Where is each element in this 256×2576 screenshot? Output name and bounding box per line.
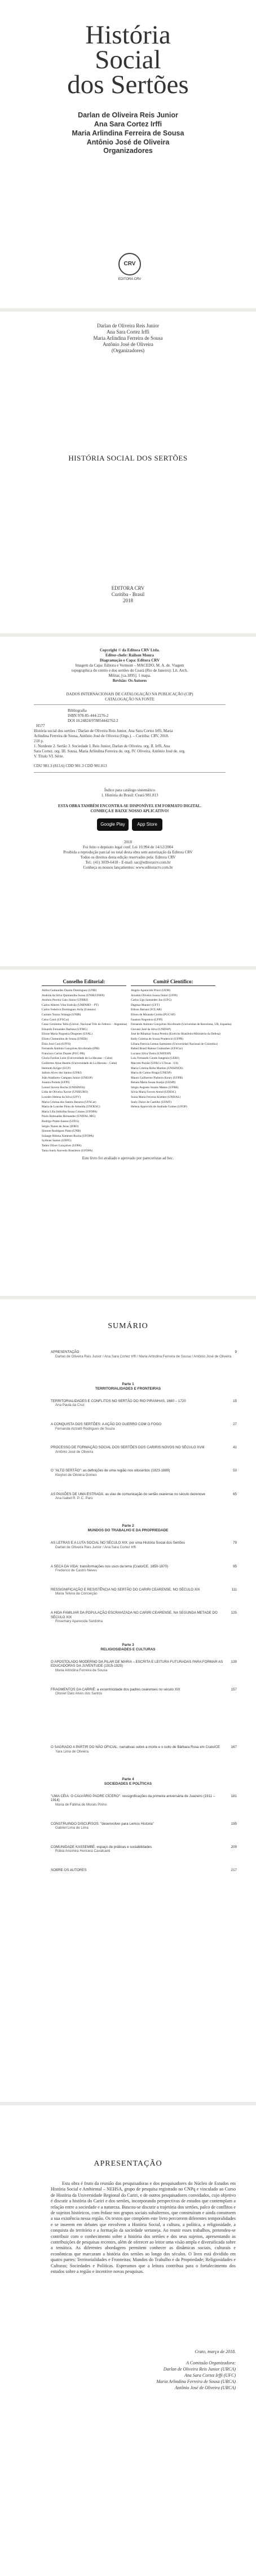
council-member: Francisco Carlos Duarte (PUC-PR) bbox=[42, 1052, 85, 1055]
council-member: Angelo Aparecido Priori (UEM) bbox=[131, 989, 170, 992]
digital-notice: ESTA OBRA TAMBÉM ENCONTRA-SE DISPONÍVEL EM FORMATO DIGITAL. bbox=[58, 804, 201, 808]
copyright-line: Editor-chefe: Railson Moura bbox=[105, 653, 155, 658]
toc-entry[interactable] bbox=[51, 1588, 237, 1596]
council-member: Mauro Guilherme Pinheiro Koury (UFPB) bbox=[131, 1076, 183, 1080]
toc-entry-title: A SECA DA VIDA: transformações nos usos da terra (Crato/CE, 1850-1870) bbox=[51, 1564, 169, 1569]
council-member: Cesar Gerónimo Tello (Univer. Nacional Três de Febrero – Argentina) bbox=[42, 1023, 127, 1027]
toc-part-title: RELIGIOSIDADES E CULTURAS bbox=[100, 1647, 156, 1651]
toc-entry-author: Yara Lima de Oliveira bbox=[55, 1749, 89, 1754]
toc-entry[interactable] bbox=[51, 1422, 237, 1431]
toc-entry-author: Rosemary Aparecida Sardinha bbox=[55, 1619, 103, 1624]
council-member: Rafael Brasil Ramos Guimarães (UFSCar) bbox=[131, 1047, 183, 1051]
copyright-line: topographica do centro e dos sertões do Ceará (Rio de Janeiro): Lit. Arch. bbox=[71, 668, 188, 673]
toc-entry-page: 53 bbox=[233, 1469, 237, 1473]
cip-line: DOI 10.24824/978854442762.2 bbox=[68, 719, 118, 723]
council-member: Carmen Tereza Velanga (UNIR) bbox=[42, 1013, 81, 1017]
council-member: Elizeu de Miranda Corrêa (PUC/SP) bbox=[131, 1013, 175, 1017]
cover-author: Maria Arlindina Ferreira de Sousa bbox=[72, 129, 184, 137]
toc-entry-page: 79 bbox=[233, 1541, 237, 1545]
crv-logo-text: CRV bbox=[123, 261, 136, 267]
cover-title-line-1: História bbox=[85, 20, 171, 50]
toc-part-label: Parte 2 bbox=[122, 1524, 134, 1528]
signer: Maria Arlindina Ferreira de Sousa (URCA) bbox=[156, 2379, 236, 2384]
council-member: Carlos Alberto Vilar Estêvão (UMINHO – PT) bbox=[42, 1003, 99, 1007]
toc-entry-title: AS PAIXÕES DE UMA ESTRADA: as vias de comunicação do sertão cearense no século dezenove bbox=[51, 1492, 205, 1496]
toc-entry[interactable] bbox=[51, 1399, 237, 1408]
toc-entry[interactable] bbox=[51, 1565, 237, 1573]
council-member: Élsio José Corá (UFFS) bbox=[42, 1042, 71, 1046]
cover-title-line-2: Social bbox=[95, 45, 161, 75]
toc-entry[interactable] bbox=[51, 1688, 237, 1696]
toc-entry-title: AS LETRAS E A LUTA SOCIAL NO SÉCULO XIX: por uma História Social dos Sertões bbox=[51, 1541, 185, 1545]
signer: Antônio José de Oliveira (URCA) bbox=[175, 2385, 236, 2390]
toc-entry[interactable] bbox=[51, 1660, 237, 1673]
toc-entry-page: 41 bbox=[233, 1445, 237, 1450]
council-member: Luciano Silva Vieira (UNIFESP) bbox=[131, 1052, 171, 1055]
council-member: Maria Cristina Bohn Martins (UNISINOS) bbox=[131, 1066, 183, 1070]
scientific-committee-title: Comitê Científico: bbox=[131, 979, 215, 986]
council-member: Rodrigo Pratte-Santos (UFES) bbox=[42, 1120, 79, 1124]
council-member: Tadeu Oliver Gonçalves (UFPA) bbox=[42, 1144, 82, 1147]
copyright-line: Diagramação e Capa: Editora CRV bbox=[99, 658, 160, 663]
toc-entry-title: A CONQUISTA DOS SERTÕES: A AÇÃO DO GUERRO COM O FOGO bbox=[51, 1422, 162, 1426]
toc-entry-title: O APOSTOLADO MODERNO DA PILAR DE MARIA – ESCRITA E LEITURA FUTURADAS PARA FORMAR AS EDUCADORAS DA JUVENTUDE (1915-1925) bbox=[51, 1659, 223, 1668]
toc-entry-title: O "ALTO SERTÃO": as definições de uma região nos oitocentos (1823-1889) bbox=[51, 1469, 170, 1473]
toc-entry-author: Darlan de Oliveira Reis Junior / Ana Sara Cortez Irffi / Maria Arlindina Ferreira de Sousa / Antônio José de Oliveira bbox=[55, 1354, 232, 1359]
peer-review-note: Este livro foi avaliado e aprovado por pareceristas ad hoc. bbox=[82, 1156, 174, 1160]
editorial-council-title: Conselho Editorial: bbox=[42, 979, 126, 986]
publication-year: 2018 bbox=[124, 840, 132, 844]
council-member: Tania Suely Azevedo Brasileiro (UFOPA) bbox=[42, 1149, 93, 1153]
council-member: Silvia Maria Favero Arend (UDESC) bbox=[131, 1090, 176, 1094]
presentation-page bbox=[0, 2105, 256, 2576]
cover-author: Darlan de Oliveira Reis Junior bbox=[78, 111, 178, 119]
toc-entry[interactable] bbox=[51, 1868, 237, 1873]
index-header: Índice para catálogo sistemático bbox=[104, 788, 155, 792]
cover-page bbox=[0, 0, 256, 308]
cip-line: CDU 981.3 (813.6) CDD 981.3 CDD 981.813 bbox=[34, 764, 107, 768]
half-title-author: Darlan de Oliveira Reis Junior bbox=[97, 323, 159, 328]
scientific-committee-list bbox=[131, 988, 232, 1110]
law-line: Conheça os nossos lançamentos: www.editoracrv.com.br bbox=[83, 865, 173, 870]
council-member: Leonel Severo Rocha (UNISINOS) bbox=[42, 1085, 85, 1089]
toc-entry[interactable] bbox=[51, 1611, 237, 1624]
law-line: Todos os direitos desta edição reservados pela: Editora CRV bbox=[80, 855, 176, 860]
council-member: Suely Dulce de Castilho (UFMT) bbox=[131, 1100, 172, 1104]
council-member: Maria do Carmo Braga (UNESP) bbox=[131, 1071, 171, 1075]
toc-entry[interactable] bbox=[51, 1469, 237, 1477]
council-member: Renata Maria Sousa Araújo (UESPI) bbox=[131, 1081, 176, 1085]
half-title-book-title: HISTÓRIA SOCIAL DOS SERTÕES bbox=[68, 454, 188, 462]
toc-entry-title: TERRITORIALIDADES E CONFLITOS NO SERTÃO DO RIO PIRANHAS, 1680 – 1720 bbox=[51, 1399, 186, 1403]
cover-authors bbox=[0, 111, 256, 155]
toc-entry-author: Rúbia Ansimira Honcera Cavalcanti bbox=[55, 1849, 111, 1854]
cover-organizers-label: Organizadores bbox=[103, 147, 153, 155]
council-member: João Adalberto Campato Junior (UNESP) bbox=[42, 1076, 93, 1080]
app-store-badge[interactable]: App Store bbox=[132, 818, 162, 831]
editorial-council-list bbox=[42, 988, 126, 1153]
toc-entry-author: Ana Isabel R. P. C. Parú bbox=[55, 1496, 93, 1501]
half-title-organizers: (Organizadores) bbox=[111, 348, 145, 353]
presentation-heading: APRESENTAÇÃO bbox=[94, 2159, 162, 2168]
toc-entry-page: 157 bbox=[231, 1687, 237, 1692]
toc-entry-page: 195 bbox=[231, 1821, 237, 1826]
editorial-council bbox=[42, 979, 126, 1153]
imprint-line: Curitiba - Brasil bbox=[111, 592, 145, 597]
council-member: Giovani José da Silva (UNIFAP) bbox=[131, 1027, 171, 1031]
council-member: Gloria Fariñas León (Universidade de La Havana – Cuba) bbox=[42, 1057, 113, 1061]
toc-entry[interactable] bbox=[51, 1445, 237, 1454]
half-title-author: Maria Arlindina Ferreira de Sousa bbox=[93, 335, 163, 341]
council-member: Dagmar Manieri (UFT) bbox=[131, 1003, 160, 1007]
toc-entry-author: Darlan de Oliveira Reis Junior / Ana Sara Cortez Irffi bbox=[55, 1545, 136, 1549]
copyright-line: Imagem da Capa: Editora e Vermont – MACEDO, M. A. de. Viagem bbox=[75, 663, 184, 668]
toc-entry-page: 95 bbox=[233, 1564, 237, 1569]
toc-entry-title: A HIDA FAMILIAR DA POPULAÇÃO ESCRAVIZADA NO CARIRI CEARENSE, NA SEGUNDA METADE DO SÉCULO XIX bbox=[51, 1611, 218, 1619]
toc-entry[interactable] bbox=[51, 1745, 237, 1754]
toc-entry-author: Maria Arlindina Ferreira de Sousa bbox=[55, 1668, 108, 1672]
council-member: Elizeu Clementino de Souza (UNEB) bbox=[42, 1037, 87, 1041]
cip-line: História social dos sertões / Darlan de Oliveira Reis Junior, Ana Sara Cortez Irffi, Maria bbox=[34, 729, 173, 733]
half-title-page bbox=[0, 312, 256, 633]
copyright-line: Copyright © da Editora CRV Ltda. bbox=[100, 648, 160, 652]
council-member: Fernando Antônio Gonçalves Alcoforado (IPB) bbox=[42, 1047, 100, 1051]
council-member: Josania Portela (UFPI) bbox=[42, 1081, 70, 1085]
toc-part-label: Parte 3 bbox=[122, 1642, 134, 1647]
council-member: Elione Maria Nogueira Diogenes (UFAL) bbox=[42, 1032, 93, 1036]
council-member: Guillermo Arias Beatón (Universidade de La Havana – Cuba) bbox=[42, 1061, 117, 1065]
toc-entry-author: Otoniel Dalo Alves dos Santos bbox=[55, 1692, 103, 1696]
toc-entry-title: RESSIGNIFICAÇÃO E RESISTÊNCIA NO SERTÃO DO CARIRI CEARENSE, NO SÉCULO XIX bbox=[51, 1587, 200, 1592]
toc-entry-page: 181 bbox=[231, 1794, 237, 1798]
council-member: Lourdes Helena da Silva (UFV) bbox=[42, 1096, 81, 1099]
council-member: Luiz Fernando Conde Sangenis (UERJ) bbox=[131, 1057, 179, 1061]
toc-entry-page: 65 bbox=[233, 1492, 237, 1496]
toc-entry[interactable] bbox=[51, 1541, 237, 1549]
council-member: Jailson Alves dos Santos (UFRJ) bbox=[42, 1071, 82, 1075]
toc-part bbox=[0, 1643, 256, 1652]
toc-entry-title: COMUNIDADE KASSEMBÉ: espaço de práticas e sociabilidades bbox=[51, 1845, 152, 1849]
toc-entry-author: Kleyton de Oliveira Gomes bbox=[55, 1473, 97, 1477]
toc-entry-page: 139 bbox=[231, 1659, 237, 1664]
toc-entry-author: Ana Paula da Cruz bbox=[55, 1403, 85, 1408]
cip-line: Arlindina Ferreira de Sousa, Antônio José de Oliveira (Orgs.). – Curitiba: CRV, 2018. bbox=[34, 734, 169, 738]
cover-author: Ana Sara Cortez Irffi bbox=[94, 120, 162, 128]
toc-entry[interactable] bbox=[51, 1794, 237, 1807]
toc-entry-author: Maria de Fátima de Morais Pinho bbox=[55, 1802, 107, 1807]
law-line: Proibida a reprodução parcial ou total desta obra sem autorização da Editora CRV bbox=[63, 850, 193, 855]
toc-part bbox=[0, 1382, 256, 1391]
council-member: José de Ribamar Sousa Pereira (Exército Brasileiro/Ministério da Defesa) bbox=[131, 1032, 220, 1036]
cip-block bbox=[34, 704, 226, 773]
council-member: Celso Conti (UFSCar) bbox=[42, 1018, 69, 1022]
signoff-title: A Comissão Organizadora: bbox=[186, 2360, 236, 2365]
council-member: Liliana Patricia Lemus Sarmiento (Universidad Nacional de Colombia) bbox=[131, 1042, 218, 1046]
council-member: Fauston Negreiros (UFPI) bbox=[131, 1018, 163, 1022]
cip-line: V. Título VI. Série. bbox=[34, 754, 64, 759]
presentation-paragraph: Esta obra é fruto da reunião das pesquisadoras e dos pesquisadores do Núcleo de Estudos em História Social e Ambiental – NEHSA, grupo de pesquisa registrado no CNPq e vinculado ao Curso de História da Universidade Regional do Cariri, e de outros pesquisadores convidados, cujo objetivo é discutir a história do Cariri e dos sertões, incorporando perspectivas de estudos que contemplam a relação entre a sociedade e a natureza. Buscou-se discutir a trajetória dos sertões, palco de conflitos e de sujeitos históricos, com ênfase nos grupos sociais subalternos, que construíram e ainda constroem a sua existência nessa região. Os textos que compõem este livro percorrem diferentes temporalidades e se inserem em debates que envolvem a História Social, a cultura, a política, a religiosidade, a conquista do território e a formação da sociedade sertaneja. Ao reunir esses trabalhos, pretendeu-se contribuir com o conhecimento sobre a história dos sertões e dos seus sujeitos, apresentando as contribuições de pesquisas recentes, além de oferecer ao leitor uma visão ampla e diversificada sobre a temática. As diferentes abordagens permitem conhecer as dinâmicas sociais, culturais e econômicas que marcaram a história dos sertões ao longo dos séculos. O livro está dividido em quatro partes: Territorialidades e Fronteiras; Mundos do Trabalho e da Propriedade; Religiosidades e Culturas; Sociedades e Políticas. Esperamos que a leitura contribua para o fortalecimento dos estudos sobre a região e incentive novas pesquisas. bbox=[51, 2181, 236, 2275]
council-member: Maria Cristina dos Santos Bezerra (UFSCar) bbox=[42, 1100, 96, 1104]
toc-part-title: TERRITORIALIDADES E FRONTEIRAS bbox=[95, 1386, 161, 1391]
summary-heading: SUMÁRIO bbox=[108, 1322, 148, 1330]
catalog-subheader: CATALOGAÇÃO NA FONTE bbox=[105, 697, 155, 702]
law-line: Foi feito o depósito legal conf. Lei 10.994 de 14/12/2004 bbox=[82, 845, 173, 849]
index-line: 1. História do Brasil: Ceará 981.813 bbox=[101, 793, 158, 798]
council-member: Andréia da Silva Quintanilha Sousa (UNIR/UFRN) bbox=[42, 993, 105, 997]
signer: Ana Sara Cortez Irffi (UFC) bbox=[184, 2373, 236, 2378]
imprint-line: 2018 bbox=[123, 598, 133, 603]
council-member: Sonia Maria Ferreira Koehler (UNISAL) bbox=[131, 1096, 181, 1099]
council-member: Marcelo Paixão (UFRJ e UTexas - US) bbox=[131, 1061, 179, 1065]
app-notice: CONHEÇA E BAIXE NOSSO APLICATIVO! bbox=[90, 809, 169, 813]
toc-entry[interactable] bbox=[51, 1822, 237, 1830]
council-page bbox=[0, 970, 256, 1296]
half-title-author: Ana Sara Cortez Irffi bbox=[106, 329, 150, 335]
toc-entry-author: Maria Telvira da Conceição bbox=[55, 1592, 98, 1596]
council-member: Carlos Federico Domínguez Avila (Unieuro) bbox=[42, 1008, 96, 1012]
copyright-line: Revisão: Os Autores bbox=[112, 678, 147, 683]
toc-entry-page: 111 bbox=[231, 1587, 237, 1592]
toc-part bbox=[0, 1777, 256, 1786]
toc-entry-author: Antônio José de Oliveira bbox=[55, 1449, 94, 1454]
toc-entry-page: 9 bbox=[235, 1350, 237, 1354]
toc-entry-page: 217 bbox=[231, 1868, 237, 1872]
council-member: Simone Rodrigues Pinto (UNB) bbox=[42, 1129, 81, 1133]
copyright-page bbox=[0, 637, 256, 966]
scientific-committee bbox=[131, 979, 232, 1110]
toc-part bbox=[0, 1524, 256, 1533]
toc-entry-author: Gabriel Lima de Lima bbox=[55, 1826, 89, 1830]
council-member: Arnaldo Oliveira Souza Júnior (UFPI) bbox=[131, 993, 178, 997]
council-member: Sérgio Augusto Soares Mattos (UFRB) bbox=[131, 1085, 179, 1089]
toc-entry-title: SOBRE OS AUTORES bbox=[51, 1868, 87, 1872]
half-title-author: Antônio José de Oliveira bbox=[103, 341, 153, 347]
toc-entry-title: FRAGMENTOS DA CARRIÉ: a excentricidade dos padres cearenses no século XIX bbox=[51, 1687, 180, 1692]
toc-entry[interactable] bbox=[51, 1350, 237, 1359]
cip-line: H577 bbox=[36, 724, 45, 728]
cip-line: 1. Nordeste 2. Sertão 3. Sociedade I. Reis Junior, Darlan de Oliveira. org. II. Irffi, Ana bbox=[34, 744, 170, 748]
council-member: Lídia de Oliveira Xavier (UNIEURO) bbox=[42, 1090, 89, 1094]
crv-logo bbox=[118, 253, 141, 275]
council-member: Maria Lília Imbiriba Sousa Colares (UFOPA) bbox=[42, 1110, 98, 1114]
toc-entry-page: 125 bbox=[231, 1611, 237, 1615]
imprint-line: EDITORA CRV bbox=[111, 585, 145, 591]
council-member: Sérgio Nunes de Jesus (IFRO) bbox=[42, 1124, 79, 1128]
cover-title bbox=[0, 20, 256, 99]
cip-line: ISBN 978-85-444-2276-2 bbox=[68, 713, 109, 718]
signer: Darlan de Oliveira Reis Junior (URCA) bbox=[163, 2367, 236, 2372]
council-member: Aldira Guimarães Duarte Domínguez (UNB) bbox=[42, 989, 97, 992]
council-member: Solange Helena Ximenes-Rocha (UFOPA) bbox=[42, 1134, 94, 1138]
cover-title-line-3: dos Sertões bbox=[67, 70, 189, 99]
council-member: Edison Bariani (FCLAR) bbox=[131, 1008, 162, 1012]
toc-entry-page: 167 bbox=[231, 1745, 237, 1749]
toc-part-title: SOCIEDADES E POLÍTICAS bbox=[104, 1781, 152, 1786]
google-play-badge[interactable]: Google Play bbox=[97, 818, 129, 831]
law-line: Tel.: (41) 3039-6418 - E-mail: sac@editoracrv.com.br bbox=[85, 860, 171, 865]
toc-entry-author: Frederico de Castro Neves bbox=[55, 1569, 97, 1573]
toc-entry-author: Fernanda Aizzatti Rodrigues de Souza bbox=[55, 1426, 115, 1431]
toc-entry[interactable] bbox=[51, 1492, 237, 1501]
toc-entry[interactable] bbox=[51, 1845, 237, 1854]
toc-part-label: Parte 4 bbox=[122, 1777, 134, 1781]
council-member: Antônio Pereira Gaio Júnior (UFRRJ) bbox=[42, 998, 89, 1002]
cover-author: Antônio José de Oliveira bbox=[86, 138, 170, 146]
council-member: Maria de Lourdes Pinto de Almeida (UNOESC) bbox=[42, 1105, 100, 1109]
toc-part-title: MUNDOS DO TRABALHO E DA PROPRIEDADE bbox=[87, 1528, 169, 1533]
crv-logo-caption: EDITORA CRV bbox=[118, 278, 142, 281]
council-member: Sydione Santos (UEPG) bbox=[42, 1139, 72, 1143]
catalog-header: DADOS INTERNACIONAIS DE CATALOGAÇÃO NA PUBLICAÇÃO (CIP) bbox=[66, 692, 193, 696]
toc-entry-title: "UMA CÉIA: O CALVÁRIO PADRE CÍCERO": ressignificações da primeira aniversária de Juazeiro (1911 – 1914) bbox=[51, 1794, 215, 1803]
toc-entry-title: O SAGRADO A PARTIR DO NÃO OFICIAL: narrativas sobre a morte e o culto de Bárbara Rosa em Crato/CE bbox=[51, 1745, 220, 1749]
council-member: Helmuth Krüger (UCP) bbox=[42, 1066, 70, 1070]
council-member: Carlos Ugo Santander Joo (UFG) bbox=[131, 998, 172, 1002]
cip-line: Bibliografia bbox=[68, 708, 87, 713]
toc-entry-title: PROCESSO DE FORMAÇÃO SOCIAL DOS SERTÕES DOS CARIRIS NOVOS NO SÉCULO XVIII bbox=[51, 1445, 205, 1450]
council-member: Paulo Romualdo Hernandes (UNIFAL-MG) bbox=[42, 1115, 96, 1119]
toc-part-label: Parte 1 bbox=[122, 1382, 134, 1386]
council-member: Eduardo Fernandes Barbosa (UFMG) bbox=[42, 1027, 88, 1031]
copyright-line: Militar, [ca.1895]. 1 mapa. bbox=[108, 673, 151, 678]
cip-line: Sara Cortez. org. III. Sousa, Maria Arlindina Ferreira de. org. IV. Oliveira, Antônio José de. org. bbox=[34, 749, 186, 753]
cip-line: 218 p. bbox=[34, 739, 44, 743]
council-member: Kelly Cristina de Souza Prudencio (UFPR) bbox=[131, 1037, 183, 1041]
summary-page bbox=[0, 1299, 256, 2102]
toc-entry-page: 209 bbox=[231, 1845, 237, 1849]
council-member: Fernando Antonio Gonçalves Alcoforado (Universitat de Barcelona, UB, Espanha) bbox=[131, 1023, 232, 1027]
toc-entry-page: 27 bbox=[233, 1422, 237, 1426]
toc-entry-title: APRESENTAÇÃO bbox=[51, 1350, 80, 1354]
presentation-place-date: Crato, março de 2018. bbox=[195, 2349, 236, 2354]
council-member: Helena Aparecida de Andrade Gomes (UFOP) bbox=[131, 1105, 187, 1109]
toc-entry-page: 15 bbox=[233, 1399, 237, 1403]
toc-entry-title: CONSTRUINDO DISCURSOS: "desenvolver para Lemos Historia" bbox=[51, 1821, 154, 1826]
